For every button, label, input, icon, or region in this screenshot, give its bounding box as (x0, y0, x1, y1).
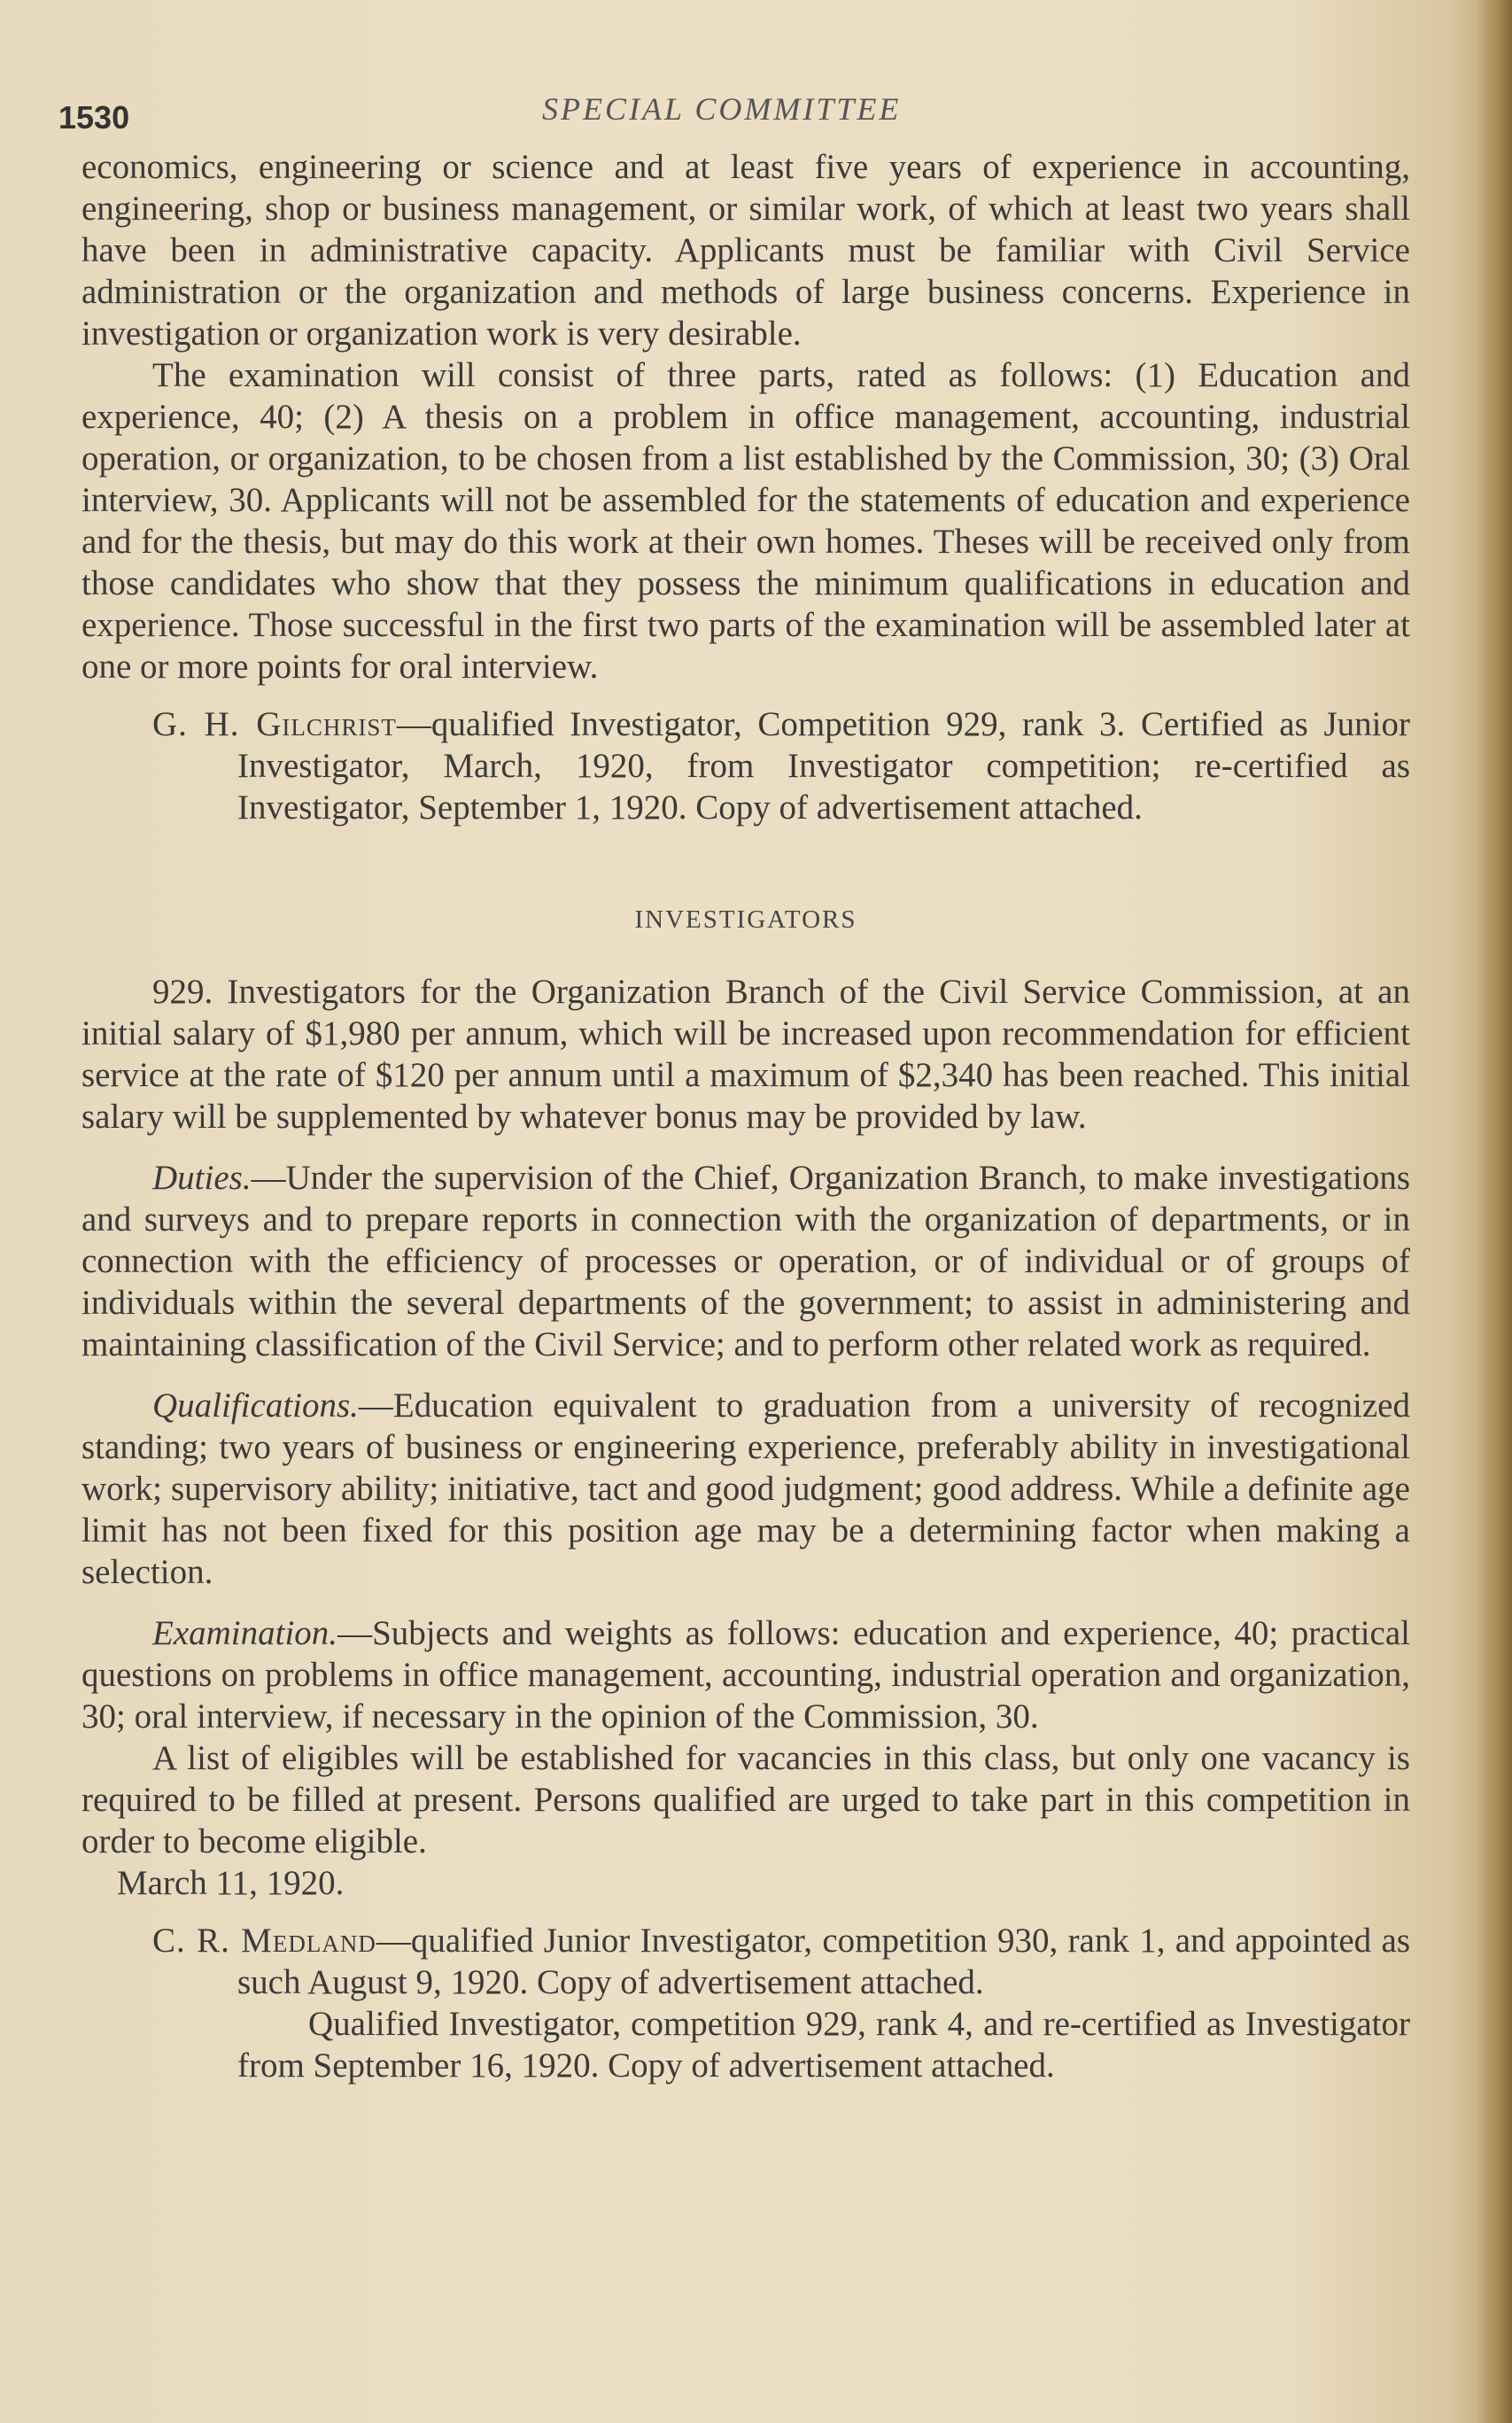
entry-medland-continued: Qualified Investigator, competition 929, rank 4, and re-certified as Investigator from September 16, 1920. Copy of advertisement attached. (237, 2005, 1410, 2085)
page-number: 1530 (58, 99, 130, 136)
paragraph-investigators: 929. Investigators for the Organization Branch of the Civil Service Commission, at an initial salary of $1,980 per annum, which will be increased upon recommendation for efficient service at the rate of $120 per annum until a maximum of $2,340 has been reached. This initial salary will be supplemented by whatever bonus may be provided by law. (81, 973, 1410, 1136)
page-edge-shadow (1477, 0, 1512, 2423)
duties-text: —Under the supervision of the Chief, Organization Branch, to make investigations and surveys and to prepare reports in connection with the organization of departments, or in connection with the efficiency of processes or operation, or of individual or of groups of individuals within the several departments of the government; to assist in administering and maintaining classification of the Civil Service; and to perform other related work as required. (81, 1159, 1410, 1363)
paragraph-duties (81, 1157, 1410, 1365)
examination-label: Examination. (152, 1614, 338, 1652)
examination-text: —Subjects and weights as follows: education and experience, 40; practical questions on problems in office management, accounting, industrial operation and organization, 30; oral interview, if necessary in the opinion of the Commission, 30. (81, 1614, 1410, 1736)
paragraph-examination (81, 1612, 1410, 1737)
text-medland: —qualified Junior Investigator, competition 930, rank 1, and appointed as such August 9, 1920. Copy of advertisement attached. (237, 1922, 1410, 2001)
entry-gilchrist (81, 703, 1410, 828)
paragraph-requirements: economics, engineering or science and at least five years of experience in accounting, engineering, shop or business management, or similar work, of which at least two years shall have been in administrative capacity. Applicants must be familiar with Civil Service administration or the organization and methods of large business concerns. Experience in investigation or organization work is very desirable. (81, 148, 1410, 353)
section-heading: INVESTIGATORS (634, 905, 857, 934)
entry-medland (81, 1920, 1410, 2003)
paragraph-qualifications (81, 1385, 1410, 1593)
paragraph-examination-parts: The examination will consist of three parts, rated as follows: (1) Education and experience, 40; (2) A thesis on a problem in office management, accounting, industrial operation, or organization, to be chosen from a list established by the Commission, 30; (3) Oral interview, 30. Applicants will not be assembled for the statements of education and experience and for the thesis, but may do this work at their own homes. Theses will be received only from those candidates who show that they possess the minimum qualifications in education and experience. Those successful in the first two parts of the examination will be assembled later at one or more points for oral interview. (81, 356, 1410, 686)
qualifications-label: Qualifications. (152, 1386, 359, 1425)
paragraph-eligibles: A list of eligibles will be established for vacancies in this class, but only one vacancy is required to be filled at present. Persons qualified are urged to take part in this competition in order to become eligible. (81, 1739, 1410, 1860)
running-head: SPECIAL COMMITTEE (542, 91, 902, 127)
page-header (58, 75, 1410, 146)
qualifications-text: —Education equivalent to graduation from a university of recognized standing; two years of business or engineering experience, preferably ability in investigational work; supervisory ability; initiative, tact and good judgment; good address. While a definite age limit has not been fixed for this position age may be a determining factor when making a selection. (81, 1386, 1410, 1591)
date-line: March 11, 1920. (117, 1864, 345, 1902)
duties-label: Duties. (152, 1159, 252, 1197)
name-medland: C. R. Medland (152, 1922, 376, 1960)
page-content (58, 75, 1410, 2086)
name-gilchrist: G. H. Gilchrist (152, 705, 397, 743)
text-gilchrist: —qualified Investigator, Competition 929, rank 3. Certified as Junior Investigator, March, 1920, from Investigator competition; re-certified as Investigator, September 1, 1920. Copy of advertisement attached. (237, 705, 1410, 827)
